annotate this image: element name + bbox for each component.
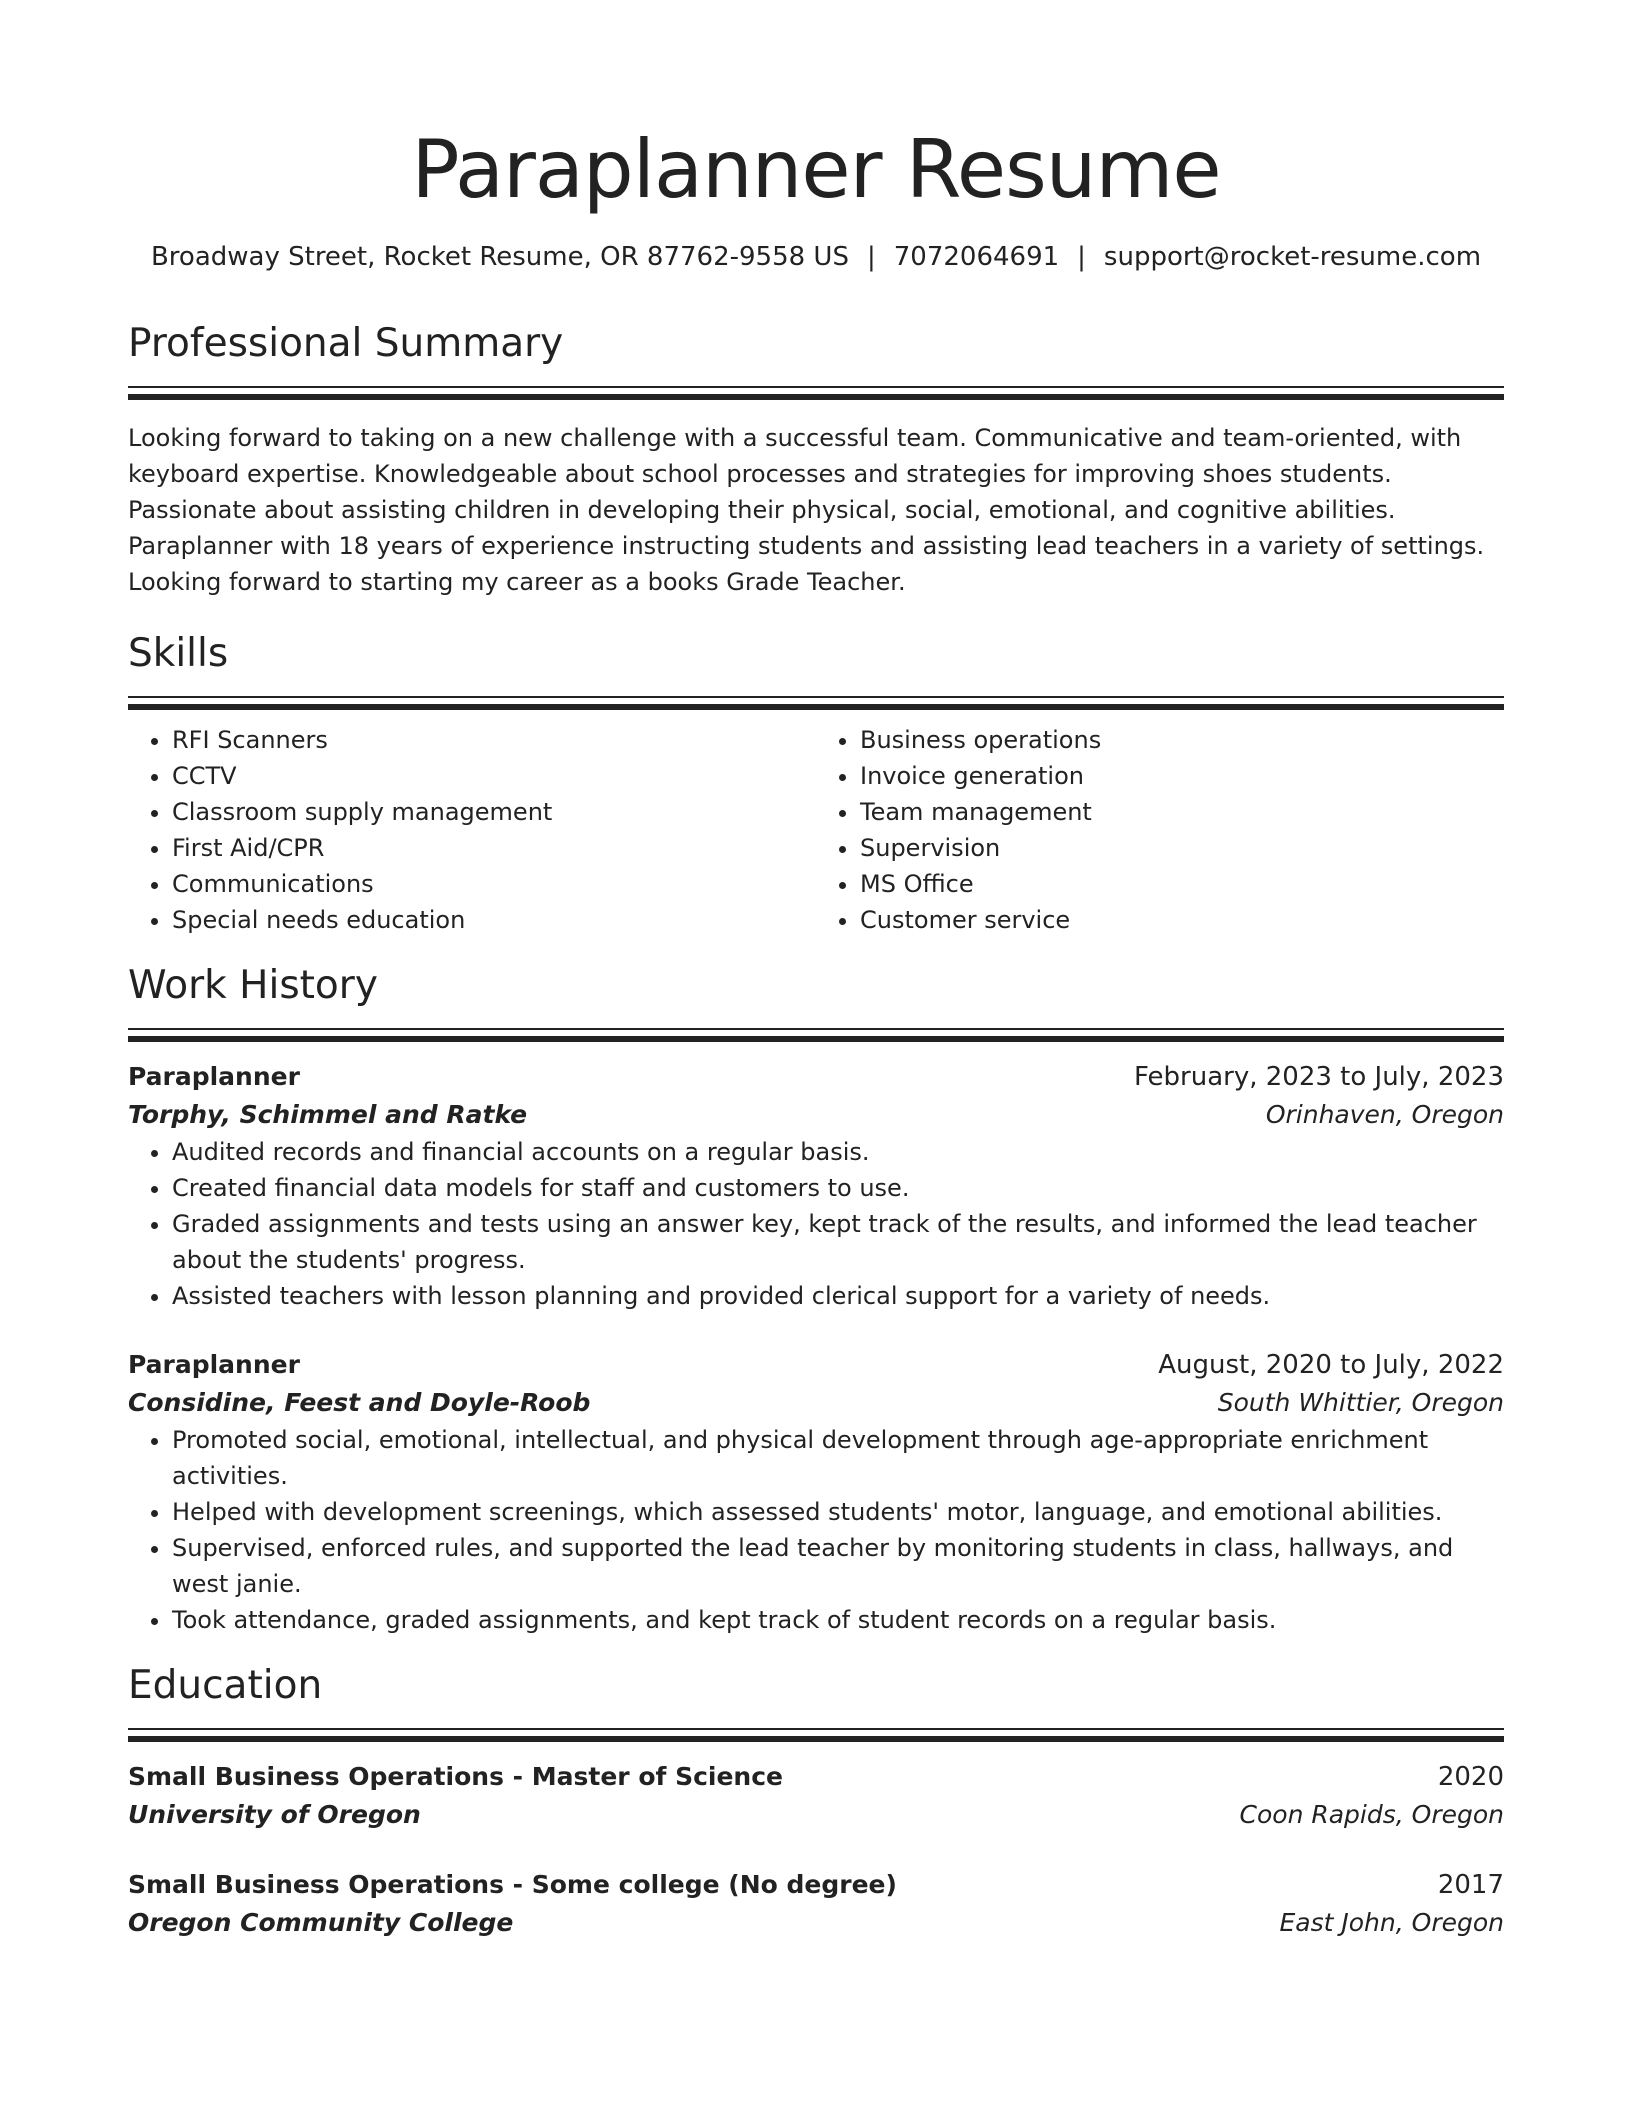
skill-item: • CCTV [172,758,816,794]
job-company-row [128,1096,1504,1134]
skills-list-right [816,722,1504,938]
education-school: Oregon Community College [128,1908,514,1937]
skills-list-left [128,722,816,938]
job-location: Orinhaven, Oregon [1265,1100,1504,1129]
contact-phone: 7072064691 [893,242,1060,272]
job-entry [128,1346,1504,1638]
education-degree: Small Business Operations - Some college (No degree) [128,1870,897,1899]
job-title: Paraplanner [128,1062,300,1091]
education-school: University of Oregon [128,1800,421,1829]
job-dates: August, 2020 to July, 2022 [1158,1350,1504,1380]
skill-item: • Communications [172,866,816,902]
summary-section [128,320,1504,600]
education-header-row [128,1866,1504,1904]
section-divider [128,1028,1504,1040]
skills-columns [128,722,1504,938]
section-divider [128,1728,1504,1740]
job-bullets [128,1422,1504,1638]
summary-text: Looking forward to taking on a new challenge with a successful team. Communicative and team-oriented, with keyboard expertise. Knowledgeable about school processes and strategies for improving shoes students. Passionate about assisting children in developing their physical, social, emotional, and cognitive abilities. Paraplanner with 18 years of experience instructing students and assisting lead teachers in a variety of settings. Looking forward to starting my career as a books Grade Teacher. [128,424,1485,596]
job-dates: February, 2023 to July, 2023 [1134,1062,1504,1092]
contact-separator: | [1077,242,1086,272]
education-location: Coon Rapids, Oregon [1239,1800,1504,1829]
section-divider [128,696,1504,708]
skill-item: • Customer service [860,902,1504,938]
education-degree: Small Business Operations - Master of Science [128,1762,783,1791]
job-header-row [128,1346,1504,1384]
skill-item: • Business operations [860,722,1504,758]
section-heading-summary: Professional Summary [128,321,564,366]
education-school-row [128,1904,1504,1942]
job-bullet: • Took attendance, graded assignments, and kept track of student records on a regular basis. [172,1602,1504,1638]
job-bullet: • Promoted social, emotional, intellectual, and physical development through age-appropriate enrichment activities. [172,1422,1504,1494]
contact-line [128,240,1504,274]
work-history-section [128,962,1504,1638]
job-bullet: • Audited records and financial accounts on a regular basis. [172,1134,1504,1170]
skills-section [128,630,1504,938]
education-header-row [128,1758,1504,1796]
section-divider [128,386,1504,398]
job-company: Considine, Feest and Doyle-Roob [128,1388,591,1417]
skill-item: • Team management [860,794,1504,830]
education-school-row [128,1796,1504,1834]
job-bullet: • Graded assignments and tests using an answer key, kept track of the results, and informed the lead teacher about the students' progress. [172,1206,1504,1278]
job-bullet: • Helped with development screenings, which assessed students' motor, language, and emotional abilities. [172,1494,1504,1530]
contact-address: Broadway Street, Rocket Resume, OR 87762-9558 US [150,242,849,272]
resume-title: Paraplanner Resume [411,123,1221,216]
contact-email: support@rocket-resume.com [1103,242,1482,272]
skill-item: • Classroom supply management [172,794,816,830]
education-entry [128,1866,1504,1942]
skill-item: • RFI Scanners [172,722,816,758]
job-location: South Whittier, Oregon [1217,1388,1504,1417]
skill-item: • Supervision [860,830,1504,866]
job-entry [128,1058,1504,1314]
job-header-row [128,1058,1504,1096]
job-company: Torphy, Schimmel and Ratke [128,1100,528,1129]
skill-item: • First Aid/CPR [172,830,816,866]
skill-item: • Special needs education [172,902,816,938]
job-company-row [128,1384,1504,1422]
education-location: East John, Oregon [1279,1908,1504,1937]
job-bullet: • Created financial data models for staff and customers to use. [172,1170,1504,1206]
job-title: Paraplanner [128,1350,300,1379]
education-entry [128,1758,1504,1834]
education-year: 2017 [1437,1870,1504,1900]
section-heading-work: Work History [128,963,378,1008]
job-bullets [128,1134,1504,1314]
section-heading-skills: Skills [128,631,229,676]
job-bullet: • Assisted teachers with lesson planning and provided clerical support for a variety of needs. [172,1278,1504,1314]
job-bullet: • Supervised, enforced rules, and supported the lead teacher by monitoring students in class, hallways, and west janie. [172,1530,1504,1602]
section-heading-education: Education [128,1663,323,1708]
skill-item: • Invoice generation [860,758,1504,794]
contact-separator: | [866,242,876,272]
education-year: 2020 [1437,1762,1504,1792]
skill-item: • MS Office [860,866,1504,902]
education-section [128,1662,1504,1942]
